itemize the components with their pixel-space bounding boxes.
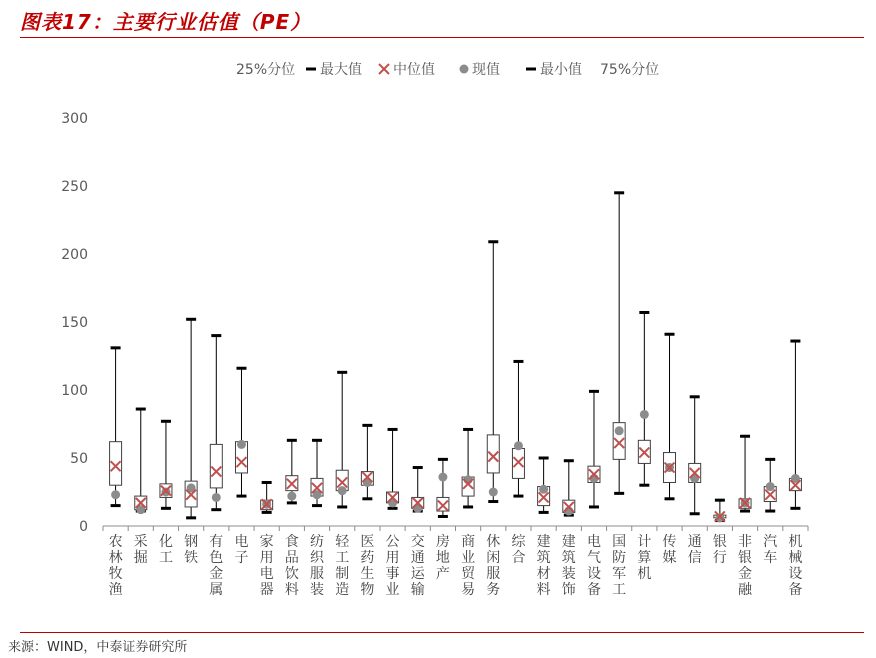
x-tick-label: 纺织服装 <box>310 534 325 598</box>
box-plot-chart <box>0 44 876 630</box>
current-value-dot <box>287 492 296 501</box>
chart-title: 图表17：主要行业估值（PE） <box>20 10 312 34</box>
x-tick-label: 轻工制造 <box>335 534 350 598</box>
current-value-dot <box>489 488 498 497</box>
iqr-box <box>487 435 499 473</box>
x-tick-label: 建筑装饰 <box>561 534 576 598</box>
x-tick-label: 计算机 <box>637 534 652 582</box>
x-tick-label: 有色金属 <box>209 534 224 598</box>
x-tick-label: 汽车 <box>763 534 778 566</box>
y-tick-label: 200 <box>61 247 88 263</box>
y-tick-label: 0 <box>79 519 88 535</box>
y-tick-label: 50 <box>70 451 88 467</box>
x-tick-label: 建筑材料 <box>536 534 551 598</box>
x-tick-label: 银行 <box>712 534 727 566</box>
current-value-dot <box>514 441 523 450</box>
legend-label: 最小值 <box>540 62 582 78</box>
current-value-dot <box>338 486 347 495</box>
legend-label: 现值 <box>472 62 500 78</box>
x-tick-label: 传媒 <box>662 534 677 566</box>
x-tick-label: 家用电器 <box>259 534 274 598</box>
x-tick-label: 采掘 <box>133 534 148 566</box>
current-value-dot <box>111 490 120 499</box>
current-value-dot <box>640 410 649 419</box>
y-tick-label: 250 <box>61 179 88 195</box>
x-tick-label: 通信 <box>687 534 702 566</box>
x-tick-label: 钢铁 <box>184 534 199 566</box>
x-tick-label: 休闲服务 <box>486 534 501 598</box>
x-tick-label: 电气设备 <box>586 534 601 598</box>
legend-cross-icon <box>379 64 389 74</box>
legend-label: 75%分位 <box>600 62 660 78</box>
legend-dot-icon <box>460 65 469 74</box>
legend-label: 最大值 <box>320 62 362 78</box>
x-tick-label: 化工 <box>158 534 173 566</box>
current-value-dot <box>438 473 447 482</box>
current-value-dot <box>212 493 221 502</box>
x-tick-label: 机械设备 <box>788 534 803 598</box>
legend-label: 25%分位 <box>236 62 296 78</box>
current-value-dot <box>766 482 775 491</box>
current-value-dot <box>539 485 548 494</box>
y-tick-label: 300 <box>61 111 88 127</box>
current-value-dot <box>615 426 624 435</box>
x-tick-label: 医药生物 <box>360 534 375 598</box>
footer-divider <box>20 632 864 633</box>
x-tick-label: 非银金融 <box>738 534 753 598</box>
x-tick-label: 交通运输 <box>410 534 425 598</box>
source-note: 来源：WIND，中泰证券研究所 <box>8 640 188 655</box>
x-tick-label: 公用事业 <box>385 534 400 598</box>
y-tick-label: 150 <box>61 315 88 331</box>
x-tick-label: 农林牧渔 <box>108 534 123 598</box>
x-tick-label: 商业贸易 <box>461 534 476 598</box>
legend-label: 中位值 <box>393 62 435 78</box>
x-tick-label: 房地产 <box>435 534 450 582</box>
x-tick-label: 食品饮料 <box>284 534 299 598</box>
x-tick-label: 综合 <box>511 534 526 566</box>
x-tick-label: 国防军工 <box>612 534 627 598</box>
title-divider <box>20 37 864 38</box>
current-value-dot <box>237 440 246 449</box>
x-tick-label: 电子 <box>234 534 249 566</box>
y-tick-label: 100 <box>61 383 88 399</box>
iqr-box <box>110 442 122 486</box>
